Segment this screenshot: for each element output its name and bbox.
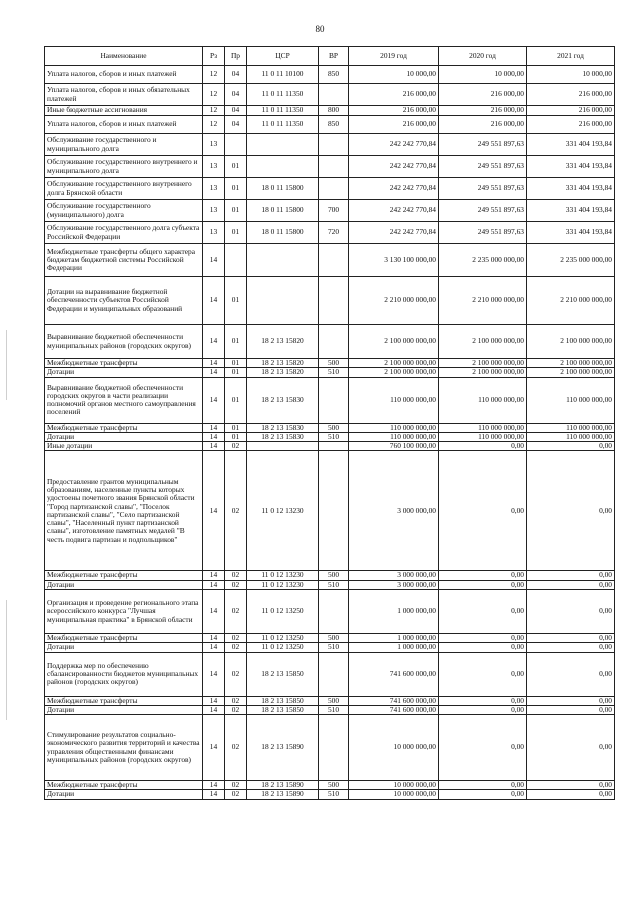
cell-2021: 0,00 — [527, 633, 615, 642]
cell-vr: 800 — [319, 106, 349, 116]
cell-csr — [247, 156, 319, 178]
cell-vr — [319, 451, 349, 571]
table-row — [45, 643, 615, 652]
cell-csr: 18 2 13 15820 — [247, 368, 319, 377]
header-vr: ВР — [319, 47, 349, 66]
table-row — [45, 106, 615, 116]
cell-2019: 242 242 770,84 — [349, 222, 439, 244]
cell-2019: 3 130 100 000,00 — [349, 244, 439, 277]
cell-2019: 741 600 000,00 — [349, 696, 439, 705]
cell-vr: 850 — [319, 66, 349, 84]
cell-csr: 18 2 13 15820 — [247, 359, 319, 368]
cell-vr — [319, 715, 349, 781]
cell-2020: 216 000,00 — [439, 84, 527, 106]
cell-pr: 02 — [225, 652, 247, 696]
cell-2020: 2 235 000 000,00 — [439, 244, 527, 277]
cell-pr — [225, 134, 247, 156]
cell-vr — [319, 442, 349, 451]
cell-2020: 249 551 897,63 — [439, 200, 527, 222]
cell-pr: 02 — [225, 571, 247, 580]
cell-vr: 720 — [319, 222, 349, 244]
cell-vr — [319, 84, 349, 106]
cell-name: Иные дотации — [45, 442, 203, 451]
cell-2019: 1 000 000,00 — [349, 633, 439, 642]
cell-pr: 01 — [225, 156, 247, 178]
cell-2019: 10 000 000,00 — [349, 781, 439, 790]
cell-rz: 14 — [203, 244, 225, 277]
cell-2019: 741 600 000,00 — [349, 705, 439, 714]
cell-csr: 18 2 13 15850 — [247, 652, 319, 696]
scan-margin-line — [6, 600, 7, 720]
cell-2021: 331 404 193,84 — [527, 134, 615, 156]
cell-2021: 0,00 — [527, 571, 615, 580]
cell-2021: 10 000,00 — [527, 66, 615, 84]
cell-vr: 510 — [319, 790, 349, 799]
cell-2019: 3 000 000,00 — [349, 571, 439, 580]
cell-2019: 110 000 000,00 — [349, 432, 439, 441]
cell-vr: 510 — [319, 705, 349, 714]
page-number: 80 — [315, 24, 325, 34]
cell-csr: 11 0 11 11350 — [247, 84, 319, 106]
cell-pr: 01 — [225, 178, 247, 200]
cell-vr: 500 — [319, 696, 349, 705]
cell-name: Дотации — [45, 705, 203, 714]
cell-name: Дотации — [45, 790, 203, 799]
cell-2020: 0,00 — [439, 451, 527, 571]
cell-vr: 500 — [319, 633, 349, 642]
cell-rz: 14 — [203, 277, 225, 325]
cell-csr — [247, 442, 319, 451]
cell-name: Предоставление грантов муниципальным образованиям, населенные пункты которых удостоены почетного звания Брянской области "Город партизанской славы", "Поселок партизанской славы", "Село партизанской славы", "Населенный пункт партизанской славы", изготовление памятных медалей "В честь подвига партизан и подпольщиков" — [45, 451, 203, 571]
cell-name: Межбюджетные трансферты — [45, 359, 203, 368]
cell-2020: 249 551 897,63 — [439, 156, 527, 178]
cell-2020: 249 551 897,63 — [439, 178, 527, 200]
cell-csr: 18 2 13 15850 — [247, 705, 319, 714]
cell-rz: 14 — [203, 589, 225, 633]
cell-2021: 2 100 000 000,00 — [527, 359, 615, 368]
cell-2019: 10 000,00 — [349, 66, 439, 84]
table-row — [45, 359, 615, 368]
cell-vr: 500 — [319, 359, 349, 368]
cell-csr: 18 2 13 15890 — [247, 781, 319, 790]
cell-rz: 12 — [203, 66, 225, 84]
cell-vr: 510 — [319, 432, 349, 441]
cell-2019: 242 242 770,84 — [349, 200, 439, 222]
cell-2020: 0,00 — [439, 652, 527, 696]
cell-2021: 2 235 000 000,00 — [527, 244, 615, 277]
cell-name: Межбюджетные трансферты общего характера бюджетам бюджетной системы Российской Федерации — [45, 244, 203, 277]
cell-2020: 2 210 000 000,00 — [439, 277, 527, 325]
cell-rz: 12 — [203, 106, 225, 116]
cell-name: Стимулирование результатов социально-экономического развития территорий и качества управления общественными финансами муниципальных районов (городских округов) — [45, 715, 203, 781]
cell-pr: 04 — [225, 116, 247, 134]
scan-margin-line — [6, 330, 7, 400]
cell-pr: 01 — [225, 368, 247, 377]
table-row — [45, 325, 615, 359]
cell-name: Обслуживание государственного внутреннего и муниципального долга — [45, 156, 203, 178]
cell-2021: 216 000,00 — [527, 106, 615, 116]
cell-csr — [247, 134, 319, 156]
cell-rz: 14 — [203, 368, 225, 377]
cell-rz: 14 — [203, 442, 225, 451]
cell-vr — [319, 377, 349, 423]
cell-csr: 18 2 13 15890 — [247, 790, 319, 799]
header-2021: 2021 год — [527, 47, 615, 66]
cell-csr: 11 0 12 13250 — [247, 589, 319, 633]
table-row — [45, 134, 615, 156]
cell-2020: 110 000 000,00 — [439, 432, 527, 441]
cell-name: Выравнивание бюджетной обеспеченности муниципальных районов (городских округов) — [45, 325, 203, 359]
cell-2020: 0,00 — [439, 442, 527, 451]
cell-pr: 01 — [225, 423, 247, 432]
cell-2019: 110 000 000,00 — [349, 377, 439, 423]
cell-pr: 02 — [225, 781, 247, 790]
cell-name: Обслуживание государственного долга субъекта Российской Федерации — [45, 222, 203, 244]
cell-pr: 01 — [225, 277, 247, 325]
cell-2020: 216 000,00 — [439, 106, 527, 116]
cell-2019: 242 242 770,84 — [349, 156, 439, 178]
cell-name: Дотации — [45, 432, 203, 441]
cell-2019: 10 000 000,00 — [349, 790, 439, 799]
cell-rz: 14 — [203, 633, 225, 642]
cell-rz: 13 — [203, 156, 225, 178]
cell-rz: 14 — [203, 325, 225, 359]
table-row — [45, 377, 615, 423]
cell-2020: 0,00 — [439, 781, 527, 790]
cell-rz: 14 — [203, 790, 225, 799]
cell-rz: 12 — [203, 84, 225, 106]
budget-table — [44, 46, 615, 800]
cell-rz: 14 — [203, 571, 225, 580]
cell-csr: 11 0 12 13230 — [247, 451, 319, 571]
cell-2020: 0,00 — [439, 705, 527, 714]
cell-csr: 11 0 11 11350 — [247, 116, 319, 134]
cell-vr: 510 — [319, 643, 349, 652]
cell-2021: 0,00 — [527, 715, 615, 781]
cell-name: Дотации на выравнивание бюджетной обеспеченности субъектов Российской Федерации и муниципальных образований — [45, 277, 203, 325]
cell-rz: 14 — [203, 432, 225, 441]
cell-2021: 0,00 — [527, 705, 615, 714]
cell-pr: 01 — [225, 377, 247, 423]
cell-name: Выравнивание бюджетной обеспеченности городских округов в части реализации полномочий органов местного самоуправления поселений — [45, 377, 203, 423]
cell-rz: 14 — [203, 781, 225, 790]
cell-pr: 02 — [225, 589, 247, 633]
cell-rz: 14 — [203, 643, 225, 652]
cell-pr: 01 — [225, 200, 247, 222]
cell-2019: 216 000,00 — [349, 84, 439, 106]
cell-rz: 13 — [203, 178, 225, 200]
table-row — [45, 451, 615, 571]
cell-csr: 18 0 11 15800 — [247, 222, 319, 244]
cell-2021: 331 404 193,84 — [527, 200, 615, 222]
header-2020: 2020 год — [439, 47, 527, 66]
cell-rz: 14 — [203, 652, 225, 696]
table-header-row — [45, 47, 615, 66]
cell-rz: 14 — [203, 705, 225, 714]
cell-vr: 850 — [319, 116, 349, 134]
cell-2021: 216 000,00 — [527, 116, 615, 134]
table-row — [45, 368, 615, 377]
cell-pr: 01 — [225, 359, 247, 368]
cell-pr: 02 — [225, 451, 247, 571]
cell-vr — [319, 589, 349, 633]
cell-vr: 500 — [319, 423, 349, 432]
cell-2020: 216 000,00 — [439, 116, 527, 134]
table-row — [45, 222, 615, 244]
cell-csr: 18 2 13 15820 — [247, 325, 319, 359]
cell-2019: 3 000 000,00 — [349, 580, 439, 589]
cell-pr: 02 — [225, 643, 247, 652]
cell-2021: 0,00 — [527, 451, 615, 571]
cell-2021: 2 210 000 000,00 — [527, 277, 615, 325]
cell-pr: 01 — [225, 325, 247, 359]
cell-name: Обслуживание государственного и муниципального долга — [45, 134, 203, 156]
table-row — [45, 84, 615, 106]
cell-pr: 02 — [225, 442, 247, 451]
cell-vr: 500 — [319, 571, 349, 580]
cell-csr: 11 0 12 13250 — [247, 643, 319, 652]
cell-csr: 18 2 13 15830 — [247, 432, 319, 441]
cell-vr — [319, 156, 349, 178]
cell-2019: 3 000 000,00 — [349, 451, 439, 571]
cell-2019: 216 000,00 — [349, 116, 439, 134]
cell-vr: 500 — [319, 781, 349, 790]
cell-2020: 249 551 897,63 — [439, 222, 527, 244]
cell-2019: 242 242 770,84 — [349, 178, 439, 200]
cell-rz: 13 — [203, 222, 225, 244]
table-row — [45, 200, 615, 222]
cell-2019: 760 100 000,00 — [349, 442, 439, 451]
cell-2020: 2 100 000 000,00 — [439, 368, 527, 377]
table-row — [45, 652, 615, 696]
cell-2021: 2 100 000 000,00 — [527, 368, 615, 377]
cell-name: Дотации — [45, 580, 203, 589]
cell-name: Обслуживание государственного внутреннего долга Брянской области — [45, 178, 203, 200]
cell-2021: 0,00 — [527, 781, 615, 790]
cell-rz: 14 — [203, 580, 225, 589]
cell-csr — [247, 244, 319, 277]
table-row — [45, 244, 615, 277]
cell-pr: 02 — [225, 633, 247, 642]
cell-2020: 249 551 897,63 — [439, 134, 527, 156]
cell-2021: 2 100 000 000,00 — [527, 325, 615, 359]
cell-2020: 0,00 — [439, 643, 527, 652]
cell-name: Уплата налогов, сборов и иных обязательных платежей — [45, 84, 203, 106]
cell-name: Дотации — [45, 643, 203, 652]
cell-2020: 2 100 000 000,00 — [439, 359, 527, 368]
table-row — [45, 781, 615, 790]
cell-csr: 11 0 12 13230 — [247, 580, 319, 589]
table-row — [45, 715, 615, 781]
cell-vr — [319, 134, 349, 156]
cell-pr: 01 — [225, 222, 247, 244]
cell-pr: 01 — [225, 432, 247, 441]
cell-csr: 18 2 13 15850 — [247, 696, 319, 705]
cell-rz: 12 — [203, 116, 225, 134]
cell-name: Уплата налогов, сборов и иных платежей — [45, 116, 203, 134]
cell-2019: 2 210 000 000,00 — [349, 277, 439, 325]
cell-name: Межбюджетные трансферты — [45, 633, 203, 642]
cell-pr — [225, 244, 247, 277]
cell-2020: 2 100 000 000,00 — [439, 325, 527, 359]
cell-2019: 110 000 000,00 — [349, 423, 439, 432]
cell-2021: 331 404 193,84 — [527, 156, 615, 178]
cell-2021: 110 000 000,00 — [527, 377, 615, 423]
cell-2020: 10 000,00 — [439, 66, 527, 84]
table-body — [45, 66, 615, 800]
cell-2020: 110 000 000,00 — [439, 423, 527, 432]
cell-csr: 18 0 11 15800 — [247, 200, 319, 222]
cell-rz: 13 — [203, 200, 225, 222]
cell-vr — [319, 178, 349, 200]
cell-csr: 18 0 11 15800 — [247, 178, 319, 200]
cell-rz: 14 — [203, 359, 225, 368]
cell-rz: 14 — [203, 377, 225, 423]
cell-2021: 0,00 — [527, 652, 615, 696]
cell-2021: 331 404 193,84 — [527, 222, 615, 244]
cell-csr: 18 2 13 15890 — [247, 715, 319, 781]
cell-2019: 741 600 000,00 — [349, 652, 439, 696]
table-row — [45, 116, 615, 134]
table-row — [45, 589, 615, 633]
table-row — [45, 705, 615, 714]
cell-2020: 0,00 — [439, 589, 527, 633]
cell-rz: 14 — [203, 423, 225, 432]
cell-vr: 700 — [319, 200, 349, 222]
cell-pr: 02 — [225, 705, 247, 714]
table-row — [45, 432, 615, 441]
cell-2019: 216 000,00 — [349, 106, 439, 116]
cell-pr: 04 — [225, 106, 247, 116]
cell-name: Обслуживание государственного (муниципального) долга — [45, 200, 203, 222]
cell-2019: 10 000 000,00 — [349, 715, 439, 781]
table-row — [45, 66, 615, 84]
cell-2021: 216 000,00 — [527, 84, 615, 106]
cell-pr: 02 — [225, 715, 247, 781]
cell-2019: 2 100 000 000,00 — [349, 325, 439, 359]
cell-2021: 110 000 000,00 — [527, 432, 615, 441]
cell-pr: 02 — [225, 790, 247, 799]
cell-2021: 0,00 — [527, 696, 615, 705]
table-row — [45, 696, 615, 705]
cell-name: Уплата налогов, сборов и иных платежей — [45, 66, 203, 84]
cell-name: Организация и проведение регионального этапа всероссийского конкурса "Лучшая муниципальная практика" в Брянской области — [45, 589, 203, 633]
cell-csr: 11 0 12 13250 — [247, 633, 319, 642]
header-csr: ЦСР — [247, 47, 319, 66]
cell-vr: 510 — [319, 368, 349, 377]
cell-pr: 04 — [225, 66, 247, 84]
cell-2020: 0,00 — [439, 571, 527, 580]
cell-2021: 0,00 — [527, 790, 615, 799]
cell-csr: 11 0 11 10100 — [247, 66, 319, 84]
cell-name: Межбюджетные трансферты — [45, 696, 203, 705]
cell-2020: 0,00 — [439, 633, 527, 642]
cell-csr — [247, 277, 319, 325]
header-pr: Пр — [225, 47, 247, 66]
cell-name: Межбюджетные трансферты — [45, 423, 203, 432]
cell-2021: 0,00 — [527, 589, 615, 633]
cell-vr — [319, 325, 349, 359]
cell-name: Межбюджетные трансферты — [45, 781, 203, 790]
table-row — [45, 178, 615, 200]
table-row — [45, 442, 615, 451]
cell-csr: 11 0 11 11350 — [247, 106, 319, 116]
cell-rz: 14 — [203, 451, 225, 571]
table-row — [45, 277, 615, 325]
cell-csr: 18 2 13 15830 — [247, 377, 319, 423]
cell-vr — [319, 244, 349, 277]
cell-2019: 2 100 000 000,00 — [349, 359, 439, 368]
cell-2019: 1 000 000,00 — [349, 643, 439, 652]
cell-2021: 331 404 193,84 — [527, 178, 615, 200]
cell-rz: 14 — [203, 715, 225, 781]
cell-2020: 0,00 — [439, 790, 527, 799]
table-row — [45, 571, 615, 580]
table-row — [45, 156, 615, 178]
cell-2020: 0,00 — [439, 580, 527, 589]
cell-vr — [319, 277, 349, 325]
cell-rz: 14 — [203, 696, 225, 705]
header-rz: Рз — [203, 47, 225, 66]
table-row — [45, 790, 615, 799]
cell-pr: 02 — [225, 580, 247, 589]
cell-vr — [319, 652, 349, 696]
cell-2020: 0,00 — [439, 696, 527, 705]
cell-2019: 242 242 770,84 — [349, 134, 439, 156]
cell-rz: 13 — [203, 134, 225, 156]
cell-2021: 110 000 000,00 — [527, 423, 615, 432]
cell-vr: 510 — [319, 580, 349, 589]
cell-name: Межбюджетные трансферты — [45, 571, 203, 580]
cell-csr: 11 0 12 13230 — [247, 571, 319, 580]
table-row — [45, 580, 615, 589]
cell-2021: 0,00 — [527, 643, 615, 652]
cell-2021: 0,00 — [527, 442, 615, 451]
cell-2019: 2 100 000 000,00 — [349, 368, 439, 377]
cell-2019: 1 000 000,00 — [349, 589, 439, 633]
cell-name: Поддержка мер по обеспечению сбалансированности бюджетов муниципальных районов (городских округов) — [45, 652, 203, 696]
cell-2020: 0,00 — [439, 715, 527, 781]
header-2019: 2019 год — [349, 47, 439, 66]
cell-2021: 0,00 — [527, 580, 615, 589]
cell-name: Дотации — [45, 368, 203, 377]
cell-pr: 04 — [225, 84, 247, 106]
cell-csr: 18 2 13 15830 — [247, 423, 319, 432]
cell-pr: 02 — [225, 696, 247, 705]
cell-2020: 110 000 000,00 — [439, 377, 527, 423]
cell-name: Иные бюджетные ассигнования — [45, 106, 203, 116]
table-row — [45, 423, 615, 432]
header-name: Наименование — [45, 47, 203, 66]
table-row — [45, 633, 615, 642]
